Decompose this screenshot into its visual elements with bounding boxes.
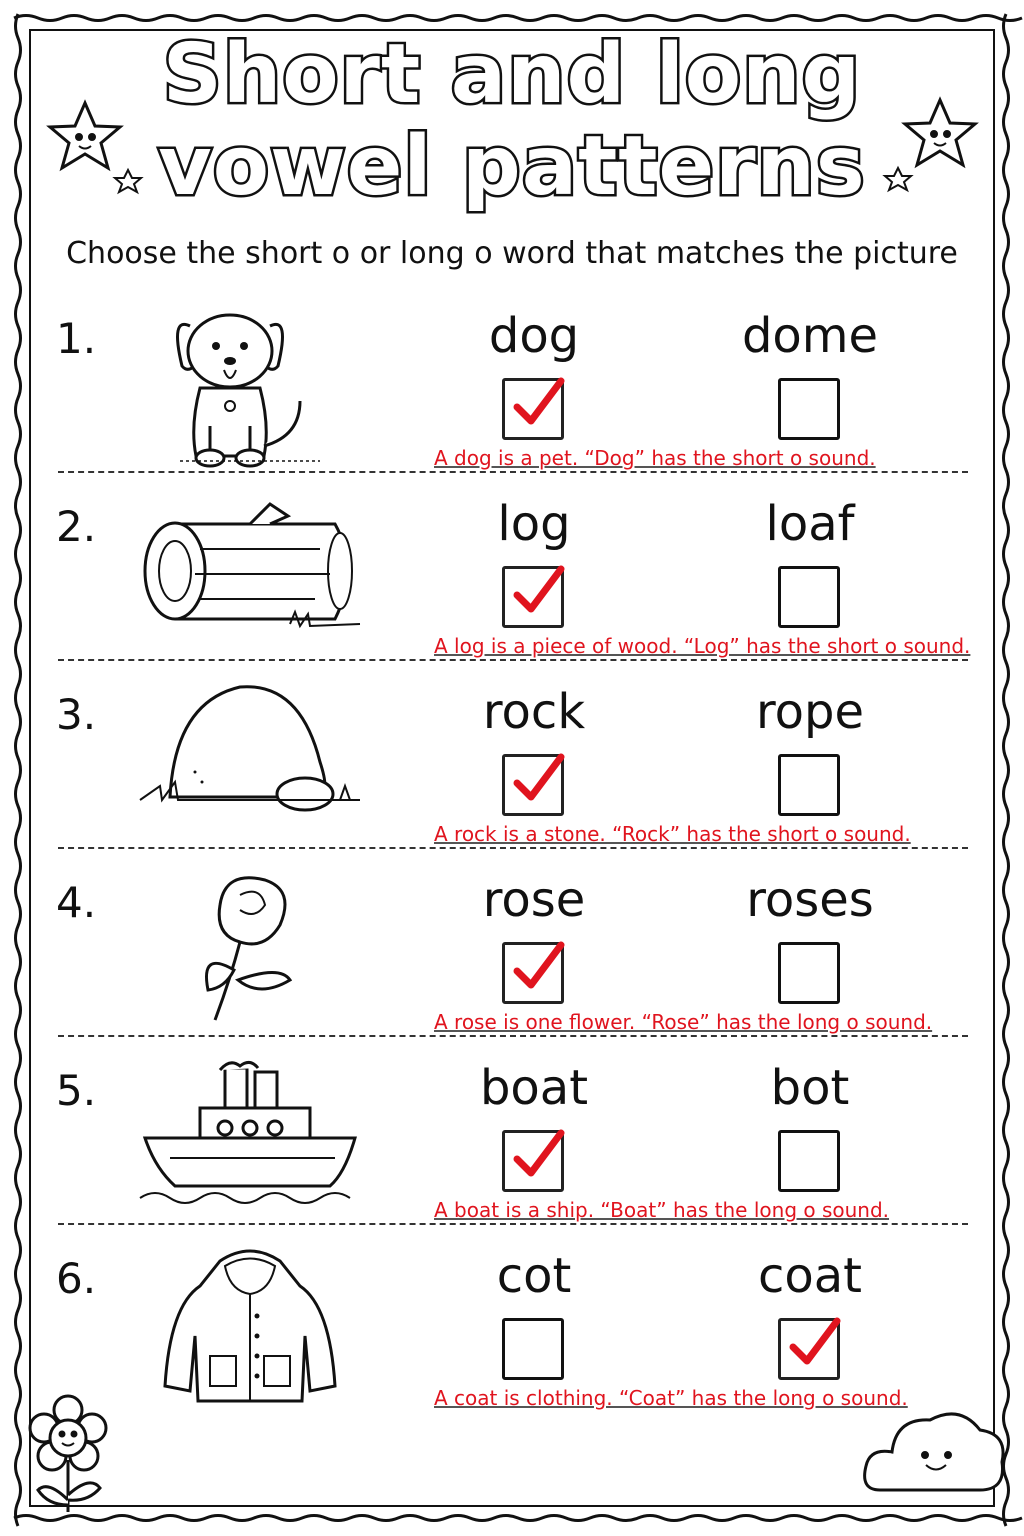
checkmark-icon [509,1125,565,1185]
question-row-2 [0,494,1024,682]
row-divider [58,1223,968,1225]
checkmark-icon [509,937,565,997]
row-divider [58,1035,968,1037]
option-word-2: loaf [765,496,855,552]
option-word-2: coat [758,1248,862,1304]
question-number: 4. [56,878,97,927]
question-number: 3. [56,690,97,739]
checkmark-icon [509,749,565,809]
page-title-line-1: Short and long [162,27,862,122]
option-word-1: rose [482,872,586,928]
dog-icon [130,306,370,476]
question-number: 2. [56,502,97,551]
option-word-2: rope [755,684,865,740]
question-number: 1. [56,314,97,363]
option-checkbox-1[interactable] [502,942,564,1004]
answer-explanation: A rose is one flower. “Rose” has the long o sound. [434,1010,933,1034]
option-checkbox-1[interactable] [502,566,564,628]
option-word-2: dome [741,308,879,364]
option-checkbox-2[interactable] [778,754,840,816]
log-icon [130,494,370,664]
answer-explanation: A rock is a stone. “Rock” has the short o sound. [434,822,911,846]
option-checkbox-2[interactable] [778,1130,840,1192]
question-row-3 [0,682,1024,870]
option-checkbox-1[interactable] [502,1130,564,1192]
option-checkbox-1[interactable] [502,1318,564,1380]
question-number: 6. [56,1254,97,1303]
option-word-1: log [497,496,571,552]
option-checkbox-2[interactable] [778,566,840,628]
page-title-line-2: vowel patterns [158,119,866,214]
checkmark-icon [509,373,565,433]
option-checkbox-1[interactable] [502,378,564,440]
answer-explanation: A boat is a ship. “Boat” has the long o sound. [434,1198,890,1222]
answer-explanation: A coat is clothing. “Coat” has the long o sound. [434,1386,908,1410]
checkmark-icon [785,1313,841,1373]
option-word-1: cot [496,1248,572,1304]
question-row-1 [0,306,1024,494]
question-row-4 [0,870,1024,1058]
row-divider [58,847,968,849]
option-checkbox-1[interactable] [502,754,564,816]
option-word-1: rock [482,684,586,740]
instructions: Choose the short o or long o word that matches the picture [66,236,958,271]
coat-icon [130,1246,370,1416]
row-divider [58,471,968,473]
question-row-6 [0,1246,1024,1434]
option-word-1: boat [479,1060,589,1116]
question-row-5 [0,1058,1024,1246]
checkmark-icon [509,561,565,621]
rose-icon [130,870,370,1040]
option-word-2: bot [770,1060,850,1116]
answer-explanation: A dog is a pet. “Dog” has the short o sound. [434,446,876,470]
option-checkbox-2[interactable] [778,1318,840,1380]
boat-icon [130,1058,370,1228]
answer-explanation: A log is a piece of wood. “Log” has the short o sound. [434,634,971,658]
option-checkbox-2[interactable] [778,378,840,440]
option-word-2: roses [746,872,874,928]
option-checkbox-2[interactable] [778,942,840,1004]
row-divider [58,659,968,661]
rock-icon [130,682,370,852]
option-word-1: dog [488,308,580,364]
question-number: 5. [56,1066,97,1115]
